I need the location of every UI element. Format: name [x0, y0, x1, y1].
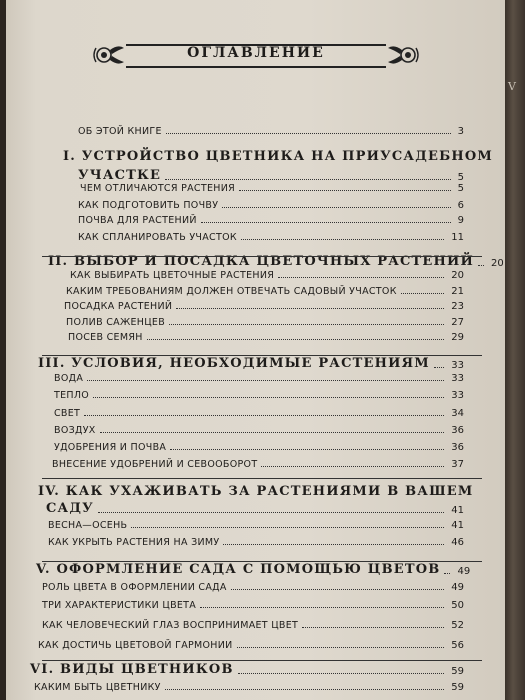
toc-page-number: 36 — [451, 425, 464, 436]
toc-entry-label: ТРИ ХАРАКТЕРИСТИКИ ЦВЕТА — [42, 600, 197, 611]
toc-entry-label: V. ОФОРМЛЕНИЕ САДА С ПОМОЩЬЮ ЦВЕТОВ — [36, 562, 441, 577]
leader-dots — [237, 647, 445, 648]
leader-dots — [478, 265, 484, 266]
toc-chapter-entry — [46, 501, 464, 516]
leader-dots — [165, 689, 445, 690]
leader-dots — [131, 527, 444, 528]
toc-page-number: 59 — [451, 666, 464, 677]
toc-list — [6, 0, 508, 700]
leader-dots — [170, 449, 444, 450]
toc-page-number: 50 — [451, 600, 464, 611]
toc-entry — [80, 183, 464, 194]
section-divider — [42, 478, 482, 479]
toc-chapter-entry — [38, 356, 464, 371]
leader-dots — [401, 293, 445, 294]
toc-entry-label: РОЛЬ ЦВЕТА В ОФОРМЛЕНИИ САДА — [42, 582, 227, 593]
toc-entry-label: СВЕТ — [54, 408, 81, 419]
toc-page-number: 29 — [451, 332, 464, 343]
toc-entry-label: ВОДА — [54, 373, 84, 384]
leader-dots — [166, 133, 451, 134]
leader-dots — [201, 222, 451, 223]
leader-dots — [98, 512, 444, 513]
toc-entry-label: КАК ВЫБИРАТЬ ЦВЕТОЧНЫЕ РАСТЕНИЯ — [70, 270, 275, 281]
book-page — [6, 0, 508, 700]
toc-entry — [64, 301, 464, 312]
leader-dots — [176, 308, 444, 309]
toc-entry — [78, 126, 464, 137]
leader-dots — [241, 239, 444, 240]
toc-entry — [42, 582, 464, 593]
toc-entry-label: ПОСЕВ СЕМЯН — [68, 332, 143, 343]
toc-entry-label: КАК УКРЫТЬ РАСТЕНИЯ НА ЗИМУ — [48, 537, 220, 548]
toc-entry-label: САДУ — [46, 501, 94, 516]
toc-entry — [78, 215, 464, 226]
toc-page-number: 33 — [451, 360, 464, 371]
toc-page-number: 49 — [457, 566, 471, 577]
book-gutter — [505, 0, 525, 700]
leader-dots — [223, 544, 444, 545]
toc-page-number: 3 — [457, 126, 464, 137]
toc-entry — [54, 390, 464, 401]
toc-entry-label: УДОБРЕНИЯ И ПОЧВА — [54, 442, 167, 453]
toc-page-number: 33 — [451, 373, 464, 384]
toc-page-number: 59 — [451, 682, 464, 693]
toc-entry — [34, 682, 464, 693]
leader-dots — [302, 627, 444, 628]
toc-page-number: 5 — [457, 183, 464, 194]
leader-dots — [238, 673, 445, 674]
leader-dots — [231, 589, 445, 590]
toc-entry-label: КАК ЧЕЛОВЕЧЕСКИЙ ГЛАЗ ВОСПРИНИМАЕТ ЦВЕТ — [42, 620, 299, 631]
leader-dots — [239, 190, 451, 191]
toc-page-number: 21 — [451, 286, 464, 297]
toc-entry-label: I. УСТРОЙСТВО ЦВЕТНИКА НА ПРИУСАДЕБНОМ — [63, 149, 493, 164]
toc-chapter-entry — [36, 562, 471, 577]
toc-entry-label: VI. ВИДЫ ЦВЕТНИКОВ — [30, 662, 234, 677]
toc-entry-label: КАК ПОДГОТОВИТЬ ПОЧВУ — [78, 200, 219, 211]
toc-entry — [48, 520, 464, 531]
toc-entry — [78, 232, 464, 243]
toc-page-number: 56 — [451, 640, 464, 651]
toc-entry — [66, 286, 464, 297]
toc-entry — [70, 270, 464, 281]
toc-page-number: 41 — [451, 505, 464, 516]
leader-dots — [434, 367, 444, 368]
section-divider — [42, 355, 482, 356]
leader-dots — [100, 432, 445, 433]
toc-page-number: 41 — [451, 520, 464, 531]
toc-entry-label: III. УСЛОВИЯ, НЕОБХОДИМЫЕ РАСТЕНИЯМ — [38, 356, 430, 371]
toc-entry-label: УЧАСТКЕ — [78, 168, 162, 183]
toc-entry — [54, 425, 464, 436]
leader-dots — [84, 415, 444, 416]
toc-entry-label: ОБ ЭТОЙ КНИГЕ — [78, 126, 162, 137]
next-page-letter: V — [508, 80, 516, 93]
toc-page-number: 20 — [451, 270, 464, 281]
section-divider — [42, 256, 482, 257]
toc-entry-label: IV. КАК УХАЖИВАТЬ ЗА РАСТЕНИЯМИ В ВАШЕМ — [38, 484, 474, 499]
leader-dots — [444, 573, 450, 574]
toc-page-number: 23 — [451, 301, 464, 312]
toc-entry — [54, 373, 464, 384]
toc-entry-label: ПОСАДКА РАСТЕНИЙ — [64, 301, 173, 312]
toc-page-number: 6 — [457, 200, 464, 211]
toc-page-number: 34 — [451, 408, 464, 419]
toc-entry-label: КАКИМ ТРЕБОВАНИЯМ ДОЛЖЕН ОТВЕЧАТЬ САДОВЫЙ УЧАСТОК — [66, 286, 397, 297]
toc-entry — [38, 640, 464, 651]
toc-chapter-entry — [30, 662, 464, 677]
toc-entry-label: II. ВЫБОР И ПОСАДКА ЦВЕТОЧНЫХ РАСТЕНИЙ — [48, 254, 474, 269]
leader-dots — [87, 380, 444, 381]
toc-entry — [48, 537, 464, 548]
toc-page-number: 27 — [451, 317, 464, 328]
toc-entry — [54, 442, 464, 453]
section-divider — [42, 561, 482, 562]
toc-entry-label: КАКИМ БЫТЬ ЦВЕТНИКУ — [34, 682, 161, 693]
toc-entry-label: ПОЛИВ САЖЕНЦЕВ — [66, 317, 166, 328]
toc-entry — [54, 408, 464, 419]
toc-entry-label: ВЕСНА—ОСЕНЬ — [48, 520, 128, 531]
leader-dots — [222, 207, 450, 208]
leader-dots — [93, 397, 444, 398]
toc-entry-label: КАК СПЛАНИРОВАТЬ УЧАСТОК — [78, 232, 237, 243]
section-divider — [42, 660, 482, 661]
toc-page-number: 49 — [451, 582, 464, 593]
toc-chapter-entry — [63, 149, 493, 164]
toc-page-number: 5 — [457, 172, 464, 183]
toc-entry-label: ВОЗДУХ — [54, 425, 96, 436]
leader-dots — [169, 324, 444, 325]
toc-page-number: 37 — [451, 459, 464, 470]
toc-page-number: 52 — [451, 620, 464, 631]
toc-entry-label: ВНЕСЕНИЕ УДОБРЕНИЙ И СЕВООБОРОТ — [52, 459, 258, 470]
toc-page-number: 11 — [451, 232, 464, 243]
toc-chapter-entry — [78, 168, 464, 183]
page-title: ОГЛАВЛЕНИЕ — [187, 45, 325, 61]
toc-chapter-entry — [38, 484, 474, 499]
toc-page-number: 36 — [451, 442, 464, 453]
leader-dots — [147, 339, 445, 340]
leader-dots — [278, 277, 444, 278]
leader-dots — [200, 607, 444, 608]
toc-entry — [68, 332, 464, 343]
toc-entry-label: КАК ДОСТИЧЬ ЦВЕТОВОЙ ГАРМОНИИ — [38, 640, 233, 651]
toc-page-number: 9 — [457, 215, 464, 226]
toc-entry-label: ТЕПЛО — [54, 390, 90, 401]
toc-entry-label: ПОЧВА ДЛЯ РАСТЕНИЙ — [78, 215, 197, 226]
toc-entry — [42, 620, 464, 631]
toc-entry-label: ЧЕМ ОТЛИЧАЮТСЯ РАСТЕНИЯ — [80, 183, 236, 194]
toc-page-number: 46 — [451, 537, 464, 548]
toc-entry — [78, 200, 464, 211]
toc-entry — [42, 600, 464, 611]
toc-entry — [66, 317, 464, 328]
toc-page-number: 20 — [490, 258, 504, 269]
toc-page-number: 33 — [451, 390, 464, 401]
leader-dots — [165, 179, 450, 180]
leader-dots — [261, 466, 444, 467]
toc-entry — [52, 459, 464, 470]
